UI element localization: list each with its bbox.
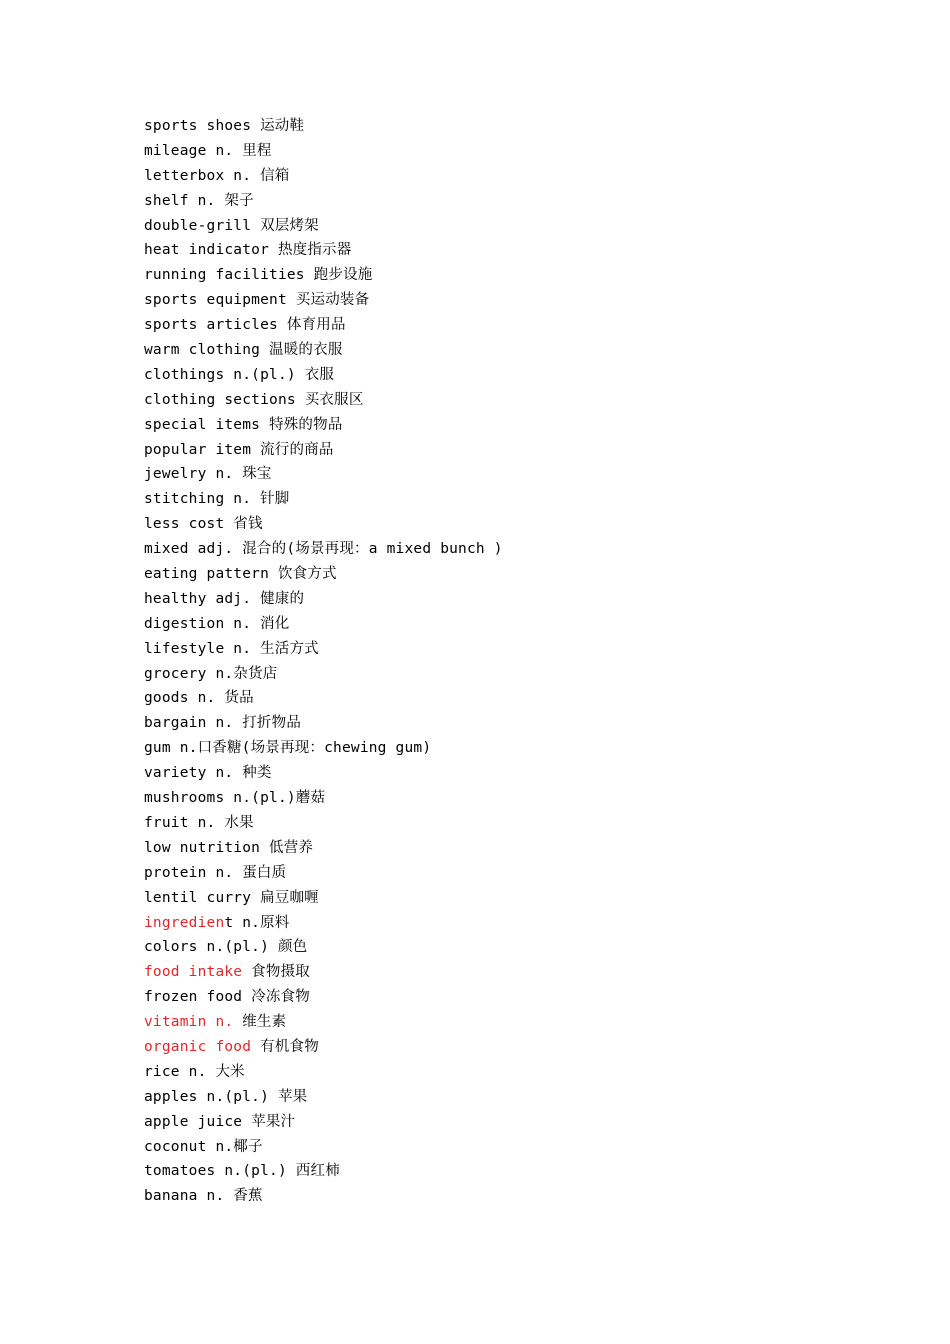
entry-text: 食物摄取 — [242, 964, 310, 981]
vocabulary-list — [144, 114, 503, 1209]
vocab-entry — [144, 985, 503, 1010]
vocab-entry — [144, 238, 503, 263]
entry-text: low nutrition 低营养 — [144, 839, 314, 856]
entry-text: sports equipment 买运动装备 — [144, 292, 370, 309]
entry-text: coconut n.椰子 — [144, 1138, 263, 1155]
vocab-entry — [144, 1010, 503, 1035]
vocab-entry — [144, 911, 503, 936]
vocab-entry — [144, 164, 503, 189]
vocab-entry — [144, 1184, 503, 1209]
vocab-entry — [144, 761, 503, 786]
entry-text: variety n. 种类 — [144, 765, 272, 782]
highlighted-term: vitamin n. — [144, 1014, 234, 1031]
vocab-entry — [144, 1159, 503, 1184]
vocab-entry — [144, 736, 503, 761]
entry-text: lentil curry 扁豆咖喱 — [144, 889, 319, 906]
entry-text: apple juice 苹果汁 — [144, 1113, 296, 1130]
vocab-entry — [144, 388, 503, 413]
vocab-entry — [144, 139, 503, 164]
entry-text: running facilities 跑步设施 — [144, 267, 373, 284]
vocab-entry — [144, 836, 503, 861]
entry-text: protein n. 蛋白质 — [144, 864, 287, 881]
entry-text: lifestyle n. 生活方式 — [144, 640, 319, 657]
entry-text: goods n. 货品 — [144, 690, 254, 707]
vocab-entry — [144, 114, 503, 139]
entry-text: stitching n. 针脚 — [144, 491, 290, 508]
vocab-entry — [144, 935, 503, 960]
vocab-entry — [144, 1135, 503, 1160]
highlighted-term: organic food — [144, 1038, 252, 1055]
highlighted-term: ingredien — [144, 914, 225, 931]
vocab-entry — [144, 1110, 503, 1135]
highlighted-term: food intake — [144, 964, 243, 981]
entry-text: fruit n. 水果 — [144, 814, 254, 831]
vocab-entry — [144, 1060, 503, 1085]
vocab-entry — [144, 612, 503, 637]
entry-text: 有机食物 — [251, 1038, 319, 1055]
entry-text: mileage n. 里程 — [144, 142, 272, 159]
vocab-entry — [144, 711, 503, 736]
vocab-entry — [144, 1085, 503, 1110]
entry-text: gum n.口香糖(场景再现：chewing gum) — [144, 740, 432, 757]
vocab-entry — [144, 662, 503, 687]
entry-text: tomatoes n.(pl.) 西红柿 — [144, 1163, 340, 1180]
vocab-entry — [144, 214, 503, 239]
vocab-entry — [144, 587, 503, 612]
entry-text: grocery n.杂货店 — [144, 665, 278, 682]
entry-text: less cost 省钱 — [144, 516, 263, 533]
entry-text: mushrooms n.(pl.)蘑菇 — [144, 790, 326, 807]
entry-text: letterbox n. 信箱 — [144, 167, 290, 184]
entry-text: popular item 流行的商品 — [144, 441, 334, 458]
entry-text: frozen food 冷冻食物 — [144, 989, 310, 1006]
entry-text: 维生素 — [233, 1014, 287, 1031]
entry-text: sports articles 体育用品 — [144, 317, 346, 334]
entry-text: jewelry n. 珠宝 — [144, 466, 272, 483]
entry-text: special items 特殊的物品 — [144, 416, 343, 433]
entry-text: apples n.(pl.) 苹果 — [144, 1088, 308, 1105]
vocab-entry — [144, 811, 503, 836]
entry-text: colors n.(pl.) 颜色 — [144, 939, 308, 956]
vocab-entry — [144, 1035, 503, 1060]
vocab-entry — [144, 338, 503, 363]
vocab-entry — [144, 861, 503, 886]
entry-text: double-grill 双层烤架 — [144, 217, 319, 234]
entry-text: t n.原料 — [224, 914, 290, 931]
entry-text: eating pattern 饮食方式 — [144, 566, 337, 583]
vocab-entry — [144, 462, 503, 487]
vocab-entry — [144, 288, 503, 313]
vocab-entry — [144, 686, 503, 711]
vocab-entry — [144, 512, 503, 537]
entry-text: shelf n. 架子 — [144, 192, 254, 209]
vocab-entry — [144, 637, 503, 662]
vocab-entry — [144, 438, 503, 463]
vocab-entry — [144, 413, 503, 438]
entry-text: mixed adj. 混合的(场景再现：a mixed bunch ) — [144, 541, 503, 558]
entry-text: heat indicator 热度指示器 — [144, 242, 352, 259]
vocab-entry — [144, 960, 503, 985]
entry-text: banana n. 香蕉 — [144, 1188, 263, 1205]
vocab-entry — [144, 313, 503, 338]
vocab-entry — [144, 537, 503, 562]
vocab-entry — [144, 562, 503, 587]
vocab-entry — [144, 886, 503, 911]
entry-text: clothing sections 买衣服区 — [144, 391, 364, 408]
vocab-entry — [144, 786, 503, 811]
vocab-entry — [144, 189, 503, 214]
vocab-entry — [144, 263, 503, 288]
entry-text: clothings n.(pl.) 衣服 — [144, 366, 335, 383]
vocab-entry — [144, 363, 503, 388]
entry-text: healthy adj. 健康的 — [144, 590, 305, 607]
entry-text: digestion n. 消化 — [144, 615, 290, 632]
vocab-entry — [144, 487, 503, 512]
entry-text: warm clothing 温暖的衣服 — [144, 342, 343, 359]
entry-text: sports shoes 运动鞋 — [144, 118, 305, 134]
entry-text: bargain n. 打折物品 — [144, 715, 302, 732]
entry-text: rice n. 大米 — [144, 1063, 245, 1080]
